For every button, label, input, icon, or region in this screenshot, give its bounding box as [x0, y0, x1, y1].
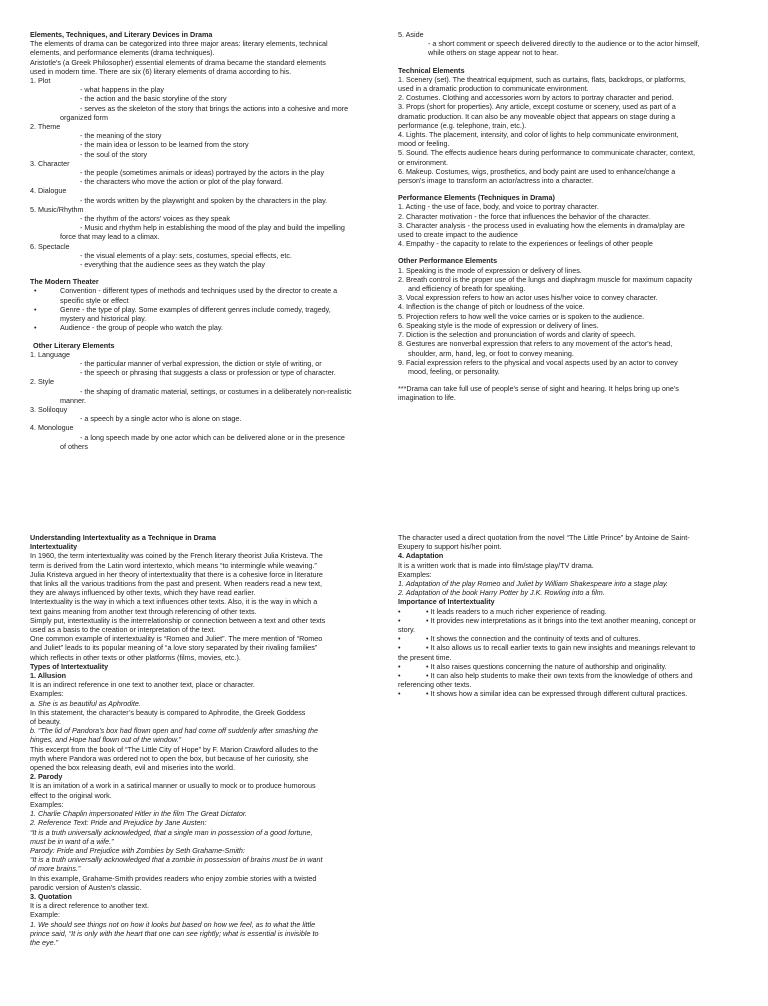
intertextuality-line: of more brains.” [30, 864, 81, 874]
element-heading: 6. Spectacle [30, 241, 70, 251]
importance-text: • It also raises questions concerning the nature of authorship and originality. [426, 661, 667, 671]
adaptation-line: The character used a direct quotation from the novel “The Little Prince” by Antoine de Saint- [398, 533, 690, 542]
other-literary-list [30, 350, 375, 451]
other-element-detail: - the particular manner of verbal expression, the diction or style of writing, or [80, 358, 322, 368]
section-title: Elements, Techniques, and Literary Devices in Drama [30, 30, 213, 39]
technical-line: 1. Scenery (set). The theatrical equipment, such as curtains, flats, backdrops, or platforms, [398, 74, 686, 84]
element-heading: 5. Music/Rhythm [30, 204, 84, 214]
bullet-glyph: • [398, 671, 401, 681]
other-element-detail: - a long speech made by one actor which can be delivered alone or in the presence [80, 432, 345, 442]
intertextuality-line: “It is a truth universally acknowledged that a zombie in possession of brains must be in want [30, 855, 323, 865]
intertextuality-line: Understanding Intertextuality as a Technique in Drama [30, 533, 216, 542]
intertextuality-line: 1. We should see things not on how it looks but based on how we feel, as to what the little [30, 919, 316, 929]
intertextuality-line: Examples: [30, 799, 64, 809]
importance-item [398, 634, 743, 643]
performance-list [398, 202, 743, 248]
intertextuality-line: 1. Charlie Chaplin impersonated Hitler in the film The Great Dictator. [30, 809, 248, 819]
element-detail: - the characters who move the action or plot of the play forward. [80, 177, 283, 187]
intertextuality-line: which reflects in other texts or other platforms (films, movies, etc.). [30, 652, 241, 662]
intertextuality-line: parodic version of Austen’s classic. [30, 882, 142, 892]
element-detail: - serves as the skeleton of the story that brings the actions into a cohesive and more [80, 103, 349, 113]
technical-line: or environment. [398, 157, 448, 167]
importance-text: • It provides new interpretations as it brings into the text another meaning, concept or [426, 615, 696, 625]
importance-item [398, 662, 743, 671]
element-heading: 1. Plot [30, 76, 51, 86]
adaptation-line: 1. Adaptation of the play Romeo and Juliet by William Shakespeare into a stage play. [398, 579, 669, 589]
other-performance-title: Other Performance Elements [398, 256, 498, 266]
element-detail: - the soul of the story [80, 149, 148, 159]
adaptation-line: 4. Adaptation [398, 551, 444, 561]
intertextuality-line: One common example of intertextuality is “Romeo and Juliet”. The mere mention of “Romeo [30, 634, 323, 644]
performance-title: Performance Elements (Techniques in Drama) [398, 193, 555, 203]
intertextuality-line: 1. Allusion [30, 671, 67, 681]
intertextuality-line: 2. Reference Text: Pride and Prejudice by Jane Austen: [30, 818, 207, 828]
other-performance-line: 3. Vocal expression refers to how an actor uses his/her voice to convey character. [398, 293, 658, 303]
other-performance-line: 1. Speaking is the mode of expression or delivery of lines. [398, 265, 582, 275]
section-technical-performance [398, 30, 743, 403]
intertextuality-line: and Juliet” leads to its popular meaning of “a love story separated by their rivaling families” [30, 643, 318, 653]
intertextuality-line: a. She is as beautiful as Aphrodite. [30, 698, 141, 708]
other-performance-line: 5. Projection refers to how well the voice carries or is spoken to the audience. [398, 311, 645, 321]
importance-item [398, 616, 743, 625]
modern-theater-list [30, 286, 375, 332]
other-performance-line: 4. Inflection is the change of pitch or loudness of the voice. [398, 302, 585, 312]
importance-item [398, 671, 743, 680]
modern-theater-item [30, 323, 375, 332]
other-element-heading: 2. Style [30, 377, 54, 387]
intertextuality-line: Types of Intertextuality [30, 661, 109, 671]
technical-line: 4. Lights. The placement, intensity, and color of lights to help communicate environment, [398, 130, 679, 140]
element-heading: 2. Theme [30, 122, 61, 132]
intertextuality-line: In 1960, the term intertextuality was coined by the French literary theorist Julia Kristeva. The [30, 551, 323, 561]
other-performance-line: 8. Gestures are nonverbal expression that refers to any movement of the actor's head, [398, 339, 673, 349]
intertextuality-line: Simply put, intertextuality is the interrelationship or connection between a text and other texts [30, 615, 326, 625]
intertextuality-line: effect to the original work. [30, 790, 112, 800]
technical-line: mood or feeling. [398, 139, 450, 149]
aside-line: while others on stage appear not to hear. [428, 48, 559, 58]
performance-line: 2. Character motivation - the force that influences the behavior of the character. [398, 211, 651, 221]
intertextuality-line: must be in want of a wife.” [30, 836, 114, 846]
intertextuality-line: Example: [30, 910, 60, 920]
aside-heading: 5. Aside [398, 30, 424, 39]
other-performance-list [398, 266, 743, 376]
element-detail: - the words written by the playwright and spoken by the characters in the play. [80, 195, 328, 205]
intertextuality-line: Intertextuality is the way in which a text influences other texts. Also, it is the way in which a [30, 597, 318, 607]
other-performance-line: 6. Speaking style is the mode of expression or delivery of lines. [398, 320, 599, 330]
bullet-glyph: • [34, 323, 37, 333]
intertextuality-line: Parody: Pride and Prejudice with Zombies by Seth Grahame-Smith: [30, 845, 245, 855]
importance-list [398, 607, 743, 699]
intertextuality-line: This excerpt from the book of “The Little City of Hope” by F. Marion Crawford alludes to the [30, 744, 319, 754]
intertextuality-line: myth where Pandora was ordered not to open the box, but because of her curiosity, she [30, 753, 309, 763]
intertextuality-line: It is an imitation of a work in a satirical manner or usually to mock or to produce humorous [30, 781, 316, 791]
technical-line: performance (e.g. telephone, train, etc.). [398, 120, 527, 130]
intertextuality-line: term is derived from the Latin word intertexto, which means “to intermingle while weaving.” [30, 560, 317, 570]
modern-theater-line: Audience - the group of people who watch the play. [60, 323, 223, 333]
importance-text: • It also allows us to recall earlier texts to gain new insights and meanings relevant to [426, 643, 696, 653]
drama-note [398, 384, 743, 402]
other-performance-line: shoulder, arm, hand, leg, or foot to convey meaning. [408, 348, 574, 358]
intertextuality-line: opened the box releasing death, evil and miseries into the world. [30, 763, 235, 773]
bullet-glyph: • [34, 304, 37, 314]
modern-theater-item [30, 305, 375, 323]
intertextuality-line: Intertextuality [30, 542, 78, 552]
element-detail: organized form [60, 112, 108, 122]
element-detail: - what happens in the play [80, 85, 164, 95]
other-performance-line: 9. Facial expression refers to the physical and vocal aspects used by an actor to convey [398, 357, 678, 367]
intertextuality-line: the eye.” [30, 937, 58, 947]
intertextuality-line: It is a direct reference to another text. [30, 901, 150, 911]
modern-theater-line: Convention - different types of methods and techniques used by the director to create a [60, 286, 338, 296]
performance-line: 3. Character analysis - the process used in evaluating how the elements in drama/play are [398, 220, 685, 230]
importance-continuation: story. [398, 625, 416, 635]
adaptation-line: Importance of Intertextuality [398, 597, 495, 607]
technical-line: 5. Sound. The effects audience hears during performance to communicate character, context, [398, 148, 695, 158]
technical-list [398, 75, 743, 185]
technical-title: Technical Elements [398, 65, 465, 75]
other-performance-line: and efficiency of breath for speaking. [408, 284, 526, 294]
adaptation-line: Exupery to support his/her point. [398, 542, 502, 552]
importance-text: • It can also help students to make their own texts from the knowledge of others and [426, 671, 693, 681]
other-literary-title: Other Literary Elements [33, 340, 115, 350]
other-performance-line: 2. Breath control is the proper use of the lungs and diaphragm muscle for maximum capacity [398, 274, 693, 284]
intertextuality-line: text gains meaning from another text through referencing of other texts. [30, 606, 257, 616]
element-heading: 4. Dialogue [30, 186, 67, 196]
adaptation-line: It is a written work that is made into film/stage play/TV drama. [398, 560, 594, 570]
element-heading: 3. Character [30, 158, 70, 168]
other-element-heading: 1. Language [30, 349, 70, 359]
performance-line: 1. Acting - the use of face, body, and voice to portray character. [398, 202, 599, 212]
modern-theater-line: Genre - the type of play. Some examples of different genres include comedy, tragedy, [60, 304, 331, 314]
aside-line: - a short comment or speech delivered directly to the audience or to the actor himself, [428, 39, 700, 49]
element-detail: force that may lead to a climax. [60, 232, 160, 242]
intertextuality-line: “It is a truth universally acknowledged, that a single man in possession of a good fortune, [30, 827, 313, 837]
intertextuality-line: hinges, and Hope had flown out of the window.” [30, 735, 182, 745]
other-performance-line: mood, feeling, or personality. [408, 366, 500, 376]
section-intertextuality-continued [398, 533, 743, 699]
importance-continuation: referencing other texts. [398, 680, 472, 690]
technical-line: person's image to transform an actor/actress into a character. [398, 176, 594, 186]
element-detail: - the meaning of the story [80, 131, 162, 141]
other-performance-line: 7. Diction is the selection and pronunciation of words and clarity of speech. [398, 330, 636, 340]
bullet-glyph: • [398, 606, 401, 616]
section-intertextuality [30, 533, 375, 947]
intertextuality-line: that links all the various traditions from the past and present. When readers read a new text, [30, 579, 323, 589]
modern-theater-item [30, 286, 375, 304]
bullet-glyph: • [398, 634, 401, 644]
element-detail: - the action and the basic storyline of the story [80, 94, 227, 104]
other-element-detail: manner. [60, 395, 86, 405]
other-element-heading: 4. Monologue [30, 423, 74, 433]
other-element-detail: - a speech by a single actor who is alone on stage. [80, 414, 242, 424]
importance-item [398, 689, 743, 698]
performance-line: used to create impact to the audience [398, 230, 518, 240]
technical-line: dramatic production. It can also be any moveable object that appears on stage during a [398, 111, 676, 121]
adaptation-line: 2. Adaptation of the book Harry Potter by J.K. Rowling into a film. [398, 588, 605, 598]
importance-continuation: the present time. [398, 652, 452, 662]
importance-item [398, 607, 743, 616]
modern-theater-line: specific style or effect [60, 295, 129, 305]
note-line: ***Drama can take full use of people's sense of sight and hearing. It helps bring up one's [398, 384, 679, 394]
other-element-detail: of others [60, 441, 88, 451]
importance-text: • It shows how a similar idea can be expressed through different cultural practices. [426, 689, 688, 699]
modern-theater-text [60, 323, 223, 332]
intertextuality-line: 3. Quotation [30, 891, 72, 901]
intertextuality-line: used as a basis to the creation or interpretation of the text. [30, 625, 216, 635]
technical-line: 3. Props (short for properties). Any article, except costume or scenery, used as part of a [398, 102, 676, 112]
other-element-detail: - the speech or phrasing that suggests a class or profession or type of character. [80, 368, 336, 378]
bullet-glyph: • [398, 689, 401, 699]
other-element-heading: 3. Soliloquy [30, 404, 68, 414]
note-line: imagination to life. [398, 393, 456, 403]
importance-text: • It shows the connection and the continuity of texts and of cultures. [426, 634, 641, 644]
modern-theater-line: mystery and historical play. [60, 314, 147, 324]
intertextuality-line: 2. Parody [30, 772, 63, 782]
performance-line: 4. Empathy - the capacity to relate to the experiences or feelings of other people [398, 239, 653, 249]
intro-line: used in modern time. There are six (6) literary elements of drama according to his. [30, 66, 292, 76]
modern-theater-text [60, 286, 337, 304]
section-drama-elements [30, 30, 375, 451]
element-detail: - the people (sometimes animals or ideas) portrayed by the actors in the play [80, 168, 325, 178]
intertextuality-line: In this example, Grahame-Smith provides readers who enjoy zombie stories with a twisted [30, 873, 317, 883]
intertextuality-line: they are always influenced by other texts, which they have read earlier. [30, 588, 256, 598]
aside-details [398, 39, 743, 57]
element-detail: - the visual elements of a play: sets, costumes, special effects, etc. [80, 250, 292, 260]
other-element-detail: - the shaping of dramatic material, settings, or costumes in a deliberately non-realistic [80, 386, 352, 396]
intro-line: The elements of drama can be categorized into three major areas: literary elements, technical [30, 39, 328, 49]
technical-line: used in a dramatic production to communicate environment. [398, 84, 589, 94]
intertextuality-line: It is an indirect reference in one text to another text, place or character. [30, 680, 255, 690]
technical-line: 6. Makeup. Costumes, wigs, prosthetics, and body paint are used to enhance/change a [398, 166, 676, 176]
bullet-glyph: • [398, 661, 401, 671]
element-detail: - everything that the audience sees as they watch the play [80, 260, 265, 270]
element-detail: - Music and rhythm help in establishing the mood of the play and build the impelling [80, 223, 345, 233]
importance-item [398, 643, 743, 652]
bullet-glyph: • [398, 615, 401, 625]
bullet-glyph: • [34, 286, 37, 296]
importance-text: • It leads readers to a much richer experience of reading. [426, 606, 607, 616]
intertextuality-line: b. “The lid of Pandora’s box had flown open and had come off suddenly after smashing the [30, 726, 318, 736]
adaptation-text [398, 533, 743, 607]
modern-theater-text [60, 305, 331, 323]
intro-line: elements, and performance elements (drama techniques). [30, 48, 215, 58]
literary-elements-list [30, 76, 375, 269]
modern-theater-title: The Modern Theater [30, 277, 99, 287]
intertextuality-line: of beauty. [30, 717, 62, 727]
technical-line: 2. Costumes. Clothing and accessories worn by actors to portray character and period. [398, 93, 674, 103]
element-detail: - the main idea or lesson to be learned from the story [80, 140, 249, 150]
element-detail: - the rhythm of the actors' voices as they speak [80, 214, 230, 224]
intertextuality-line: In this statement, the character’s beauty is compared to Aphrodite, the Greek Goddess [30, 707, 306, 717]
intro-line: Aristotle's (a Greek Philosopher) essential elements of drama became the standard elements [30, 57, 326, 67]
bullet-glyph: • [398, 643, 401, 653]
intertextuality-line: Julia Kristeva argued in her theory of intertextuality that there is a cohesive force in literature [30, 569, 323, 579]
intertextuality-line: Examples: [30, 689, 64, 699]
adaptation-line: Examples: [398, 569, 432, 579]
intro-text [30, 39, 375, 76]
intertextuality-line: prince said, “It is only with the heart that one can see rightly; what is essential is invisible to [30, 928, 319, 938]
